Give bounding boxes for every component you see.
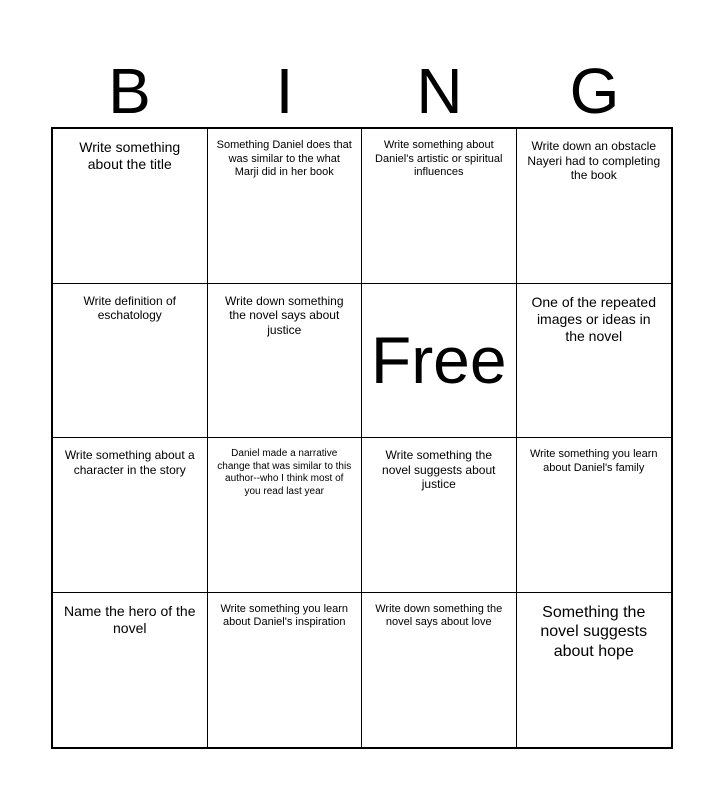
cell-text: Something Daniel does that was similar to the what Marji did in her book (216, 139, 352, 178)
bingo-cell-r3-c2[interactable] (208, 438, 363, 593)
cell-text: Write something about a character in the story (64, 448, 195, 477)
cell-text: Write definition of eschatology (83, 293, 176, 322)
header-letter-g: G (569, 55, 620, 127)
cell-text: Write something about Daniel's artistic or spiritual influences (375, 139, 503, 178)
cell-text: Something the novel suggests about hope (540, 603, 648, 660)
bingo-cell-r2-c4[interactable] (517, 284, 672, 439)
bingo-cell-r2-c2[interactable] (208, 284, 363, 439)
header-letter-i: I (275, 55, 294, 127)
free-space-label: Free (370, 323, 507, 398)
bingo-cell-r1-c4[interactable] (517, 129, 672, 284)
bingo-cell-r1-c2[interactable] (208, 129, 363, 284)
bingo-cell-r4-c1[interactable] (53, 593, 208, 748)
bingo-cell-r3-c4[interactable] (517, 438, 672, 593)
bingo-board (51, 127, 673, 749)
cell-text: Name the hero of the novel (63, 602, 196, 636)
cell-text: Write something you learn about Daniel's family (529, 448, 658, 474)
bingo-cell-r4-c2[interactable] (208, 593, 363, 748)
bingo-cell-r2-c1[interactable] (53, 284, 208, 439)
cell-text: Write something the novel suggests about justice (382, 448, 496, 491)
header-letter-b: B (108, 55, 151, 127)
cell-text: Write down something the novel says about love (375, 602, 503, 628)
cell-text: Write down something the novel says about justice (225, 293, 344, 337)
cell-text: Daniel made a narrative change that was similar to this author--who I think most of you read last year (217, 448, 352, 497)
cell-text: Write down an obstacle Nayeri had to completing the book (527, 139, 661, 182)
bingo-cell-r4-c3[interactable] (362, 593, 517, 748)
bingo-cell-r4-c4[interactable] (517, 593, 672, 748)
bingo-cell-r1-c1[interactable] (53, 129, 208, 284)
bingo-header (52, 55, 672, 127)
bingo-cell-free[interactable] (362, 284, 517, 439)
cell-text: Write something you learn about Daniel's inspiration (220, 602, 349, 628)
bingo-cell-r3-c1[interactable] (53, 438, 208, 593)
header-letter-n: N (416, 55, 463, 127)
bingo-cell-r3-c3[interactable] (362, 438, 517, 593)
cell-text: One of the repeated images or ideas in the novel (531, 293, 657, 344)
cell-text: Write something about the title (79, 139, 181, 172)
bingo-cell-r1-c3[interactable] (362, 129, 517, 284)
